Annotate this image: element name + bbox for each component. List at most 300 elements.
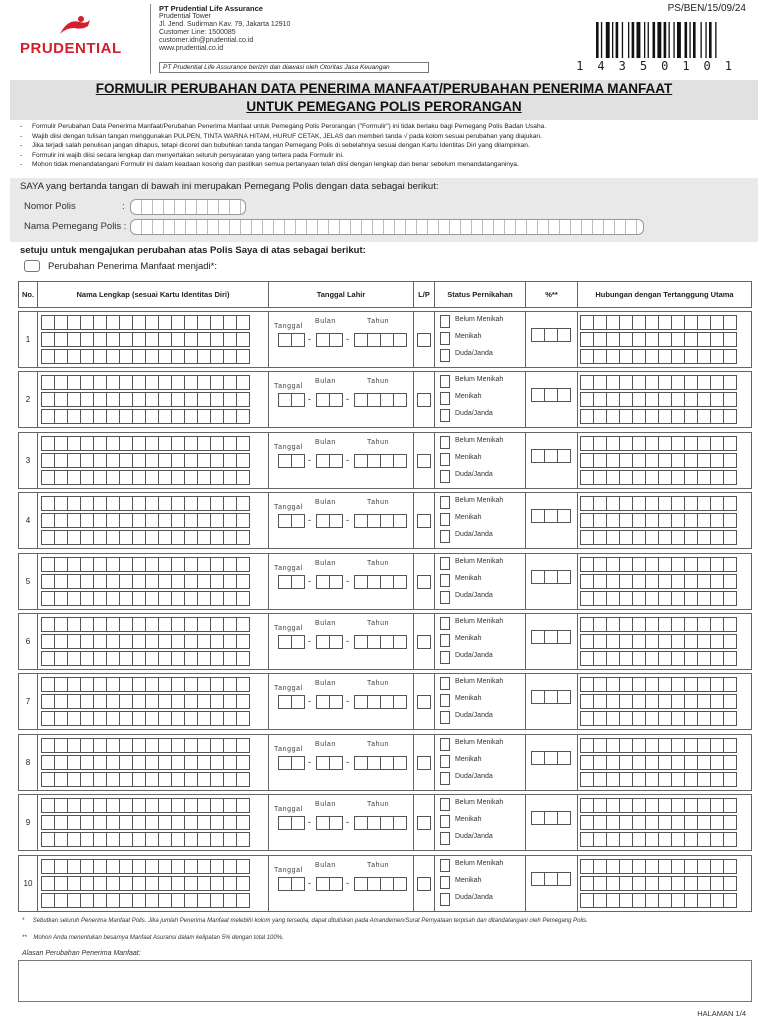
name-input-line-3[interactable]	[41, 591, 249, 606]
percentage-cell	[525, 311, 578, 368]
footnote-1-mark: *	[22, 918, 25, 924]
barcode-bar	[709, 22, 712, 58]
name-input-line-1[interactable]	[41, 738, 249, 753]
name-cell	[37, 794, 269, 851]
day-input[interactable]	[278, 635, 304, 649]
barcode-bar	[616, 22, 619, 58]
name-input-line-3[interactable]	[41, 651, 249, 666]
name-cell	[37, 432, 269, 489]
relationship-input-line-1[interactable]	[580, 436, 736, 451]
name-input-line-1[interactable]	[41, 557, 249, 572]
year-input[interactable]	[354, 393, 406, 407]
lp-cell	[413, 613, 435, 670]
relationship-cell	[577, 794, 752, 851]
name-cell	[37, 613, 269, 670]
barcode-bar	[693, 22, 696, 58]
relationship-input-line-2[interactable]	[580, 453, 736, 468]
relationship-input-line-1[interactable]	[580, 738, 736, 753]
status-option-label: Duda/Janda	[455, 772, 493, 780]
page-number: HALAMAN 1/4	[697, 1009, 746, 1018]
address-line: Prudential Tower	[159, 13, 212, 20]
name-input-line-3[interactable]	[41, 893, 249, 908]
status-option-label: Belum Menikah	[455, 557, 504, 565]
percentage-cell	[525, 432, 578, 489]
name-input-line-2[interactable]	[41, 694, 249, 709]
percentage-input[interactable]	[531, 630, 570, 644]
day-input[interactable]	[278, 877, 304, 891]
name-input-line-3[interactable]	[41, 349, 249, 364]
dob-cell	[268, 794, 414, 851]
footnote-1-text: Sebutkan seluruh Penerima Manfaat Polis. Jika jumlah Penerima Manfaat melebihi kolom yang tersedia, dapat dituliskan pada Amandemen/Surat Pernyataan terpisah dan ditandatangani oleh Pemegang Polis.	[32, 918, 588, 924]
gender-input[interactable]	[417, 454, 431, 468]
status-checkbox[interactable]	[440, 815, 450, 828]
name-input-line-1[interactable]	[41, 496, 249, 511]
holder-intro: SAYA yang bertanda tangan di bawah ini merupakan Pemegang Polis dengan data sebagai berikut:	[20, 181, 439, 192]
policy-holder-name-input[interactable]	[130, 219, 644, 235]
status-checkbox[interactable]	[440, 798, 450, 811]
month-input[interactable]	[316, 575, 342, 589]
date-separator: -	[308, 334, 311, 344]
gender-input[interactable]	[417, 756, 431, 770]
month-input[interactable]	[316, 695, 342, 709]
percentage-input[interactable]	[531, 570, 570, 584]
date-separator: -	[308, 454, 311, 465]
relationship-input-line-2[interactable]	[580, 694, 736, 709]
day-label: Tanggal	[274, 866, 303, 874]
percentage-input[interactable]	[531, 690, 570, 704]
gender-input[interactable]	[417, 816, 431, 830]
row-number: 4	[18, 492, 38, 549]
name-cell	[37, 553, 269, 610]
header-lp: L/P	[413, 281, 435, 308]
year-input[interactable]	[354, 575, 406, 589]
day-input[interactable]	[278, 333, 304, 347]
status-option-label: Menikah	[455, 695, 482, 703]
barcode-bar	[705, 22, 706, 58]
status-checkbox[interactable]	[440, 677, 450, 690]
status-checkbox[interactable]	[440, 557, 450, 570]
status-checkbox[interactable]	[440, 755, 450, 768]
gender-input[interactable]	[417, 695, 431, 709]
marital-status-cell	[434, 432, 526, 489]
lp-cell	[413, 492, 435, 549]
row-number: 2	[18, 371, 38, 428]
status-option-label: Duda/Janda	[455, 410, 493, 418]
percentage-cell	[525, 492, 578, 549]
date-separator: -	[308, 696, 311, 707]
day-input[interactable]	[278, 695, 304, 709]
policy-number-input[interactable]	[130, 199, 246, 215]
status-checkbox[interactable]	[440, 574, 450, 587]
title-line-1: FORMULIR PERUBAHAN DATA PENERIMA MANFAAT/PERUBAHAN PENERIMA MANFAAT	[95, 81, 673, 96]
status-checkbox[interactable]	[440, 711, 450, 724]
company-info	[150, 4, 440, 74]
year-input[interactable]	[354, 756, 406, 770]
row-number: 5	[18, 553, 38, 610]
year-label: Tahun	[367, 740, 390, 748]
beneficiary-row	[18, 794, 752, 851]
status-checkbox[interactable]	[440, 409, 450, 422]
relationship-input-line-3[interactable]	[580, 772, 736, 787]
address-line: Customer Line: 1500085	[159, 29, 236, 36]
day-input[interactable]	[278, 575, 304, 589]
status-checkbox[interactable]	[440, 859, 450, 872]
month-label: Bulan	[315, 861, 336, 869]
name-input-line-1[interactable]	[41, 677, 249, 692]
year-input[interactable]	[354, 514, 406, 528]
relationship-input-line-3[interactable]	[580, 470, 736, 485]
form-code: PS/BEN/15/09/24	[667, 3, 746, 14]
percentage-input[interactable]	[531, 751, 570, 765]
year-input[interactable]	[354, 454, 406, 468]
marital-status-cell	[434, 855, 526, 912]
barcode-bar	[632, 22, 635, 58]
name-input-line-1[interactable]	[41, 859, 249, 874]
dob-cell	[268, 613, 414, 670]
status-option-label: Menikah	[455, 333, 482, 340]
month-input[interactable]	[316, 877, 342, 891]
reason-input[interactable]	[18, 960, 752, 1002]
barcode-bar	[628, 22, 629, 58]
barcode-bar	[685, 22, 688, 58]
name-cell	[37, 855, 269, 912]
status-checkbox[interactable]	[440, 375, 450, 388]
percentage-input[interactable]	[531, 449, 570, 463]
relationship-input-line-2[interactable]	[580, 755, 736, 770]
relationship-input-line-3[interactable]	[580, 530, 736, 545]
percentage-cell	[525, 613, 578, 670]
footnote-2-mark: **	[22, 935, 27, 941]
status-option-label: Belum Menikah	[455, 678, 504, 686]
relationship-input-line-3[interactable]	[580, 591, 736, 606]
name-input-line-2[interactable]	[41, 755, 249, 770]
year-input[interactable]	[354, 695, 406, 709]
percentage-input[interactable]	[531, 388, 570, 402]
relationship-input-line-1[interactable]	[580, 617, 736, 632]
lp-cell	[413, 553, 435, 610]
marital-status-cell	[434, 734, 526, 791]
relationship-input-line-1[interactable]	[580, 315, 736, 330]
barcode-number: 14350101	[576, 59, 746, 73]
relationship-input-line-1[interactable]	[580, 798, 736, 813]
barcode-bar	[596, 22, 599, 58]
name-input-line-3[interactable]	[41, 711, 249, 726]
header-dob: Tanggal Lahir	[268, 281, 414, 308]
year-input[interactable]	[354, 635, 406, 649]
status-checkbox[interactable]	[440, 738, 450, 751]
instructions-list	[20, 122, 750, 170]
gender-input[interactable]	[417, 575, 431, 589]
row-number: 10	[18, 855, 38, 912]
day-input[interactable]	[278, 816, 304, 830]
status-option-label: Belum Menikah	[455, 316, 504, 323]
name-input-line-2[interactable]	[41, 453, 249, 468]
address-line: Jl. Jend. Sudirman Kav. 79, Jakarta 12910	[159, 21, 291, 28]
year-label: Tahun	[367, 318, 390, 325]
status-checkbox[interactable]	[440, 513, 450, 526]
month-input[interactable]	[316, 514, 342, 528]
relationship-input-line-2[interactable]	[580, 634, 736, 649]
reason-label: Alasan Perubahan Penerima Manfaat:	[22, 950, 141, 957]
relationship-input-line-1[interactable]	[580, 496, 736, 511]
month-input[interactable]	[316, 635, 342, 649]
date-separator: -	[346, 394, 349, 405]
day-input[interactable]	[278, 756, 304, 770]
lp-cell	[413, 855, 435, 912]
status-option-label: Menikah	[455, 453, 482, 461]
beneficiary-row	[18, 371, 752, 428]
percentage-cell	[525, 673, 578, 730]
barcode-bar	[689, 22, 690, 58]
relationship-input-line-2[interactable]	[580, 815, 736, 830]
lp-cell	[413, 794, 435, 851]
prudential-logo	[20, 14, 135, 59]
relationship-cell	[577, 855, 752, 912]
relationship-input-line-2[interactable]	[580, 392, 736, 407]
name-input-line-1[interactable]	[41, 315, 249, 330]
header-no: No.	[18, 281, 38, 308]
barcode-bar	[715, 22, 716, 58]
name-input-line-2[interactable]	[41, 876, 249, 891]
instruction-item: - Formulir Perubahan Data Penerima Manfaat/Perubahan Penerima Manfaat untuk Pemegang Polis Perorangan ("Formulir") ini tidak berlaku bagi Pemegang Polis Badan Usaha.	[20, 122, 750, 132]
status-checkbox[interactable]	[440, 470, 450, 483]
relationship-input-line-1[interactable]	[580, 557, 736, 572]
gender-input[interactable]	[417, 514, 431, 528]
status-checkbox[interactable]	[440, 392, 450, 405]
barcode-bar	[637, 22, 641, 58]
relationship-input-line-3[interactable]	[580, 711, 736, 726]
policy-holder-section	[10, 178, 758, 242]
percentage-input[interactable]	[531, 811, 570, 825]
gender-input[interactable]	[417, 877, 431, 891]
relationship-input-line-3[interactable]	[580, 349, 736, 364]
date-separator: -	[346, 334, 349, 344]
marital-status-cell	[434, 613, 526, 670]
date-separator: -	[308, 817, 311, 828]
relationship-cell	[577, 673, 752, 730]
beneficiary-row	[18, 855, 752, 912]
lp-cell	[413, 311, 435, 368]
name-input-line-2[interactable]	[41, 332, 249, 347]
year-label: Tahun	[367, 801, 390, 809]
status-checkbox[interactable]	[440, 651, 450, 664]
beneficiary-row	[18, 613, 752, 670]
barcode	[596, 22, 746, 58]
change-beneficiary-checkbox[interactable]	[24, 260, 40, 272]
relationship-input-line-2[interactable]	[580, 574, 736, 589]
day-label: Tanggal	[274, 745, 303, 753]
percentage-input[interactable]	[531, 328, 570, 342]
status-checkbox[interactable]	[440, 349, 450, 362]
dob-cell	[268, 855, 414, 912]
status-option-label: Menikah	[455, 574, 482, 582]
relationship-input-line-3[interactable]	[580, 651, 736, 666]
status-checkbox[interactable]	[440, 315, 450, 328]
instruction-item: - Formulir ini wajib diisi secara lengkap dan menyertakan seluruh persyaratan yang tertera pada Formulir ini.	[20, 151, 750, 161]
day-input[interactable]	[278, 514, 304, 528]
name-input-line-2[interactable]	[41, 634, 249, 649]
relationship-input-line-2[interactable]	[580, 876, 736, 891]
gender-input[interactable]	[417, 333, 431, 347]
gender-input[interactable]	[417, 635, 431, 649]
date-separator: -	[308, 636, 311, 646]
year-input[interactable]	[354, 816, 406, 830]
status-checkbox[interactable]	[440, 332, 450, 345]
month-label: Bulan	[315, 740, 336, 748]
row-number: 8	[18, 734, 38, 791]
name-input-line-1[interactable]	[41, 798, 249, 813]
percentage-cell	[525, 734, 578, 791]
brand-name: PRUDENTIAL	[20, 40, 122, 57]
month-label: Bulan	[315, 318, 336, 325]
status-option-label: Duda/Janda	[455, 531, 493, 539]
month-input[interactable]	[316, 333, 342, 347]
relationship-input-line-1[interactable]	[580, 859, 736, 874]
relationship-cell	[577, 553, 752, 610]
status-checkbox[interactable]	[440, 591, 450, 604]
lp-cell	[413, 734, 435, 791]
barcode-bar	[648, 22, 649, 58]
relationship-cell	[577, 613, 752, 670]
status-option-label: Menikah	[455, 755, 482, 763]
percentage-cell	[525, 371, 578, 428]
status-option-label: Duda/Janda	[455, 350, 493, 357]
beneficiary-row	[18, 432, 752, 489]
beneficiary-row	[18, 734, 752, 791]
year-label: Tahun	[367, 620, 390, 627]
status-checkbox[interactable]	[440, 876, 450, 889]
barcode-bar	[653, 22, 656, 58]
date-separator: -	[346, 636, 349, 646]
dob-cell	[268, 492, 414, 549]
status-checkbox[interactable]	[440, 893, 450, 906]
name-input-line-2[interactable]	[41, 815, 249, 830]
status-checkbox[interactable]	[440, 694, 450, 707]
status-checkbox[interactable]	[440, 832, 450, 845]
status-checkbox[interactable]	[440, 634, 450, 647]
barcode-bar	[677, 22, 681, 58]
month-label: Bulan	[315, 499, 336, 507]
name-input-line-1[interactable]	[41, 436, 249, 451]
barcode-bar	[701, 22, 702, 58]
year-label: Tahun	[367, 559, 390, 567]
status-checkbox[interactable]	[440, 617, 450, 630]
status-option-label: Menikah	[455, 635, 482, 642]
dob-cell	[268, 371, 414, 428]
percentage-cell	[525, 855, 578, 912]
day-input[interactable]	[278, 454, 304, 468]
relationship-input-line-3[interactable]	[580, 893, 736, 908]
month-input[interactable]	[316, 454, 342, 468]
row-number: 9	[18, 794, 38, 851]
percentage-input[interactable]	[531, 509, 570, 523]
dob-cell	[268, 673, 414, 730]
name-input-line-1[interactable]	[41, 617, 249, 632]
status-option-label: Menikah	[455, 876, 482, 884]
change-beneficiary-option[interactable]	[24, 260, 217, 272]
year-input[interactable]	[354, 333, 406, 347]
status-option-label: Belum Menikah	[455, 376, 504, 384]
year-label: Tahun	[367, 499, 390, 507]
name-input-line-3[interactable]	[41, 470, 249, 485]
relationship-input-line-2[interactable]	[580, 332, 736, 347]
beneficiary-row	[18, 492, 752, 549]
month-input[interactable]	[316, 816, 342, 830]
year-input[interactable]	[354, 877, 406, 891]
marital-status-cell	[434, 492, 526, 549]
agreement-statement: setuju untuk mengajukan perubahan atas Polis Saya di atas sebagai berikut:	[20, 245, 366, 256]
status-option-label: Belum Menikah	[455, 618, 504, 625]
lp-cell	[413, 432, 435, 489]
barcode-bar	[601, 22, 602, 58]
date-separator: -	[308, 515, 311, 526]
year-label: Tahun	[367, 378, 390, 386]
relationship-cell	[577, 492, 752, 549]
status-checkbox[interactable]	[440, 436, 450, 449]
status-checkbox[interactable]	[440, 772, 450, 785]
dob-cell	[268, 311, 414, 368]
name-input-line-2[interactable]	[41, 574, 249, 589]
barcode-bar	[673, 22, 674, 58]
month-label: Bulan	[315, 801, 336, 809]
status-option-label: Duda/Janda	[455, 893, 493, 901]
header-relationship: Hubungan dengan Tertanggung Utama	[577, 281, 752, 308]
percentage-input[interactable]	[531, 872, 570, 886]
month-input[interactable]	[316, 393, 342, 407]
lp-cell	[413, 371, 435, 428]
status-checkbox[interactable]	[440, 530, 450, 543]
status-option-label: Belum Menikah	[455, 497, 504, 505]
name-input-line-3[interactable]	[41, 772, 249, 787]
status-option-label: Menikah	[455, 816, 482, 824]
header-pct: %**	[525, 281, 578, 308]
change-beneficiary-label: Perubahan Penerima Manfaat menjadi*:	[48, 260, 217, 272]
relationship-input-line-1[interactable]	[580, 375, 736, 390]
relationship-input-line-3[interactable]	[580, 409, 736, 424]
marital-status-cell	[434, 673, 526, 730]
year-label: Tahun	[367, 438, 390, 446]
status-checkbox[interactable]	[440, 496, 450, 509]
gender-input[interactable]	[417, 393, 431, 407]
company-name: PT Prudential Life Assurance	[159, 4, 263, 13]
colon: :	[122, 201, 125, 212]
day-input[interactable]	[278, 393, 304, 407]
status-option-label: Belum Menikah	[455, 738, 504, 746]
name-input-line-1[interactable]	[41, 375, 249, 390]
name-cell	[37, 492, 269, 549]
relationship-input-line-2[interactable]	[580, 513, 736, 528]
dob-cell	[268, 432, 414, 489]
dob-cell	[268, 553, 414, 610]
regulation-note: PT Prudential Life Assurance berizin dan diawasi oleh Otoritas Jasa Keuangan	[159, 62, 429, 73]
name-input-line-3[interactable]	[41, 530, 249, 545]
name-input-line-2[interactable]	[41, 513, 249, 528]
month-label: Bulan	[315, 559, 336, 567]
beneficiary-row	[18, 553, 752, 610]
percentage-cell	[525, 553, 578, 610]
month-input[interactable]	[316, 756, 342, 770]
relationship-input-line-3[interactable]	[580, 832, 736, 847]
name-input-line-3[interactable]	[41, 409, 249, 424]
name-input-line-3[interactable]	[41, 832, 249, 847]
status-option-label: Duda/Janda	[455, 712, 493, 720]
status-checkbox[interactable]	[440, 453, 450, 466]
relationship-input-line-1[interactable]	[580, 677, 736, 692]
status-option-label: Belum Menikah	[455, 859, 504, 867]
form-title	[10, 80, 758, 120]
name-input-line-2[interactable]	[41, 392, 249, 407]
status-option-label: Belum Menikah	[455, 799, 504, 807]
